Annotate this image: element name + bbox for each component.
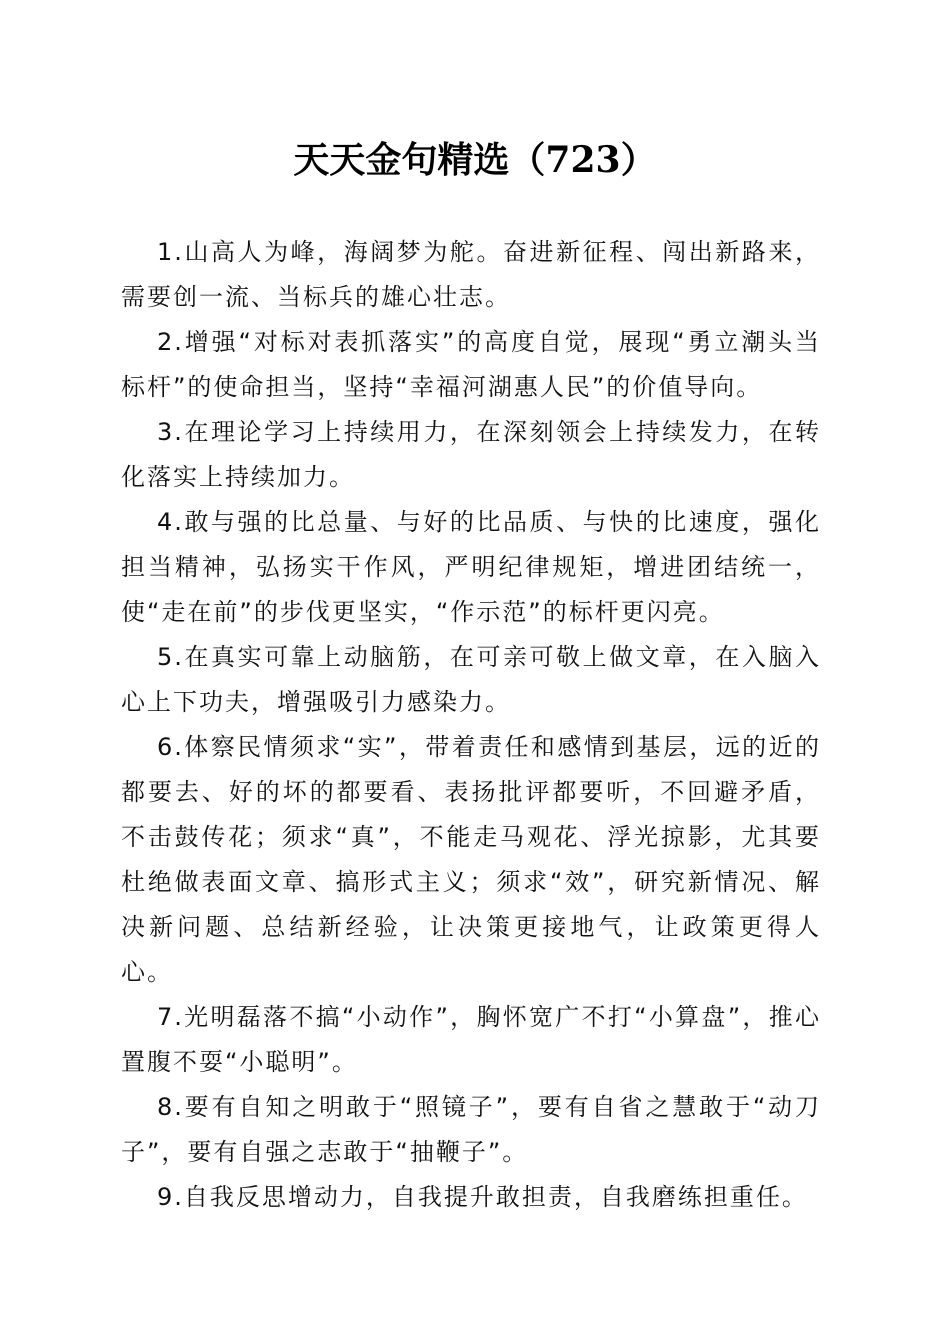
- paragraph-5: 5.在真实可靠上动脑筋，在可亲可敬上做文章，在入脑入心上下功夫，增强吸引力感染力。: [121, 643, 821, 716]
- paragraph-2: 2.增强“对标对表抓落实”的高度自觉，展现“勇立潮头当标杆”的使命担当，坚持“幸福河湖惠人民”的价值导向。: [121, 328, 821, 401]
- paragraph-8: 8.要有自知之明敢于“照镜子”，要有自省之慧敢于“动刀子”，要有自强之志敢于“抽鞭子”。: [121, 1093, 821, 1166]
- paragraph-1: 1.山高人为峰，海阔梦为舵。奋进新征程、闯出新路来，需要创一流、当标兵的雄心壮志。: [121, 238, 821, 311]
- paragraph-7: 7.光明磊落不搞“小动作”，胸怀宽广不打“小算盘”，推心置腹不耍“小聪明”。: [121, 1003, 821, 1076]
- paragraph-3: 3.在理论学习上持续用力，在深刻领会上持续发力，在转化落实上持续加力。: [121, 418, 821, 491]
- document-body: [121, 230, 821, 1220]
- paragraph-4: 4.敢与强的比总量、与好的比品质、与快的比速度，强化担当精神，弘扬实干作风，严明纪律规矩，增进团结统一，使“走在前”的步伐更坚实，“作示范”的标杆更闪亮。: [121, 508, 821, 626]
- document-title: 天天金句精选（723）: [293, 139, 657, 181]
- paragraph-9: 9.自我反思增动力，自我提升敢担责，自我磨练担重任。: [157, 1183, 808, 1211]
- paragraph-6: 6.体察民情须求“实”，带着责任和感情到基层，远的近的都要去、好的坏的都要看、表扬批评都要听，不回避矛盾，不击鼓传花；须求“真”，不能走马观花、浮光掠影，尤其要杜绝做表面文章、搞形式主义；须求“效”，研究新情况、解决新问题、总结新经验，让决策更接地气，让政策更得人心。: [121, 733, 821, 986]
